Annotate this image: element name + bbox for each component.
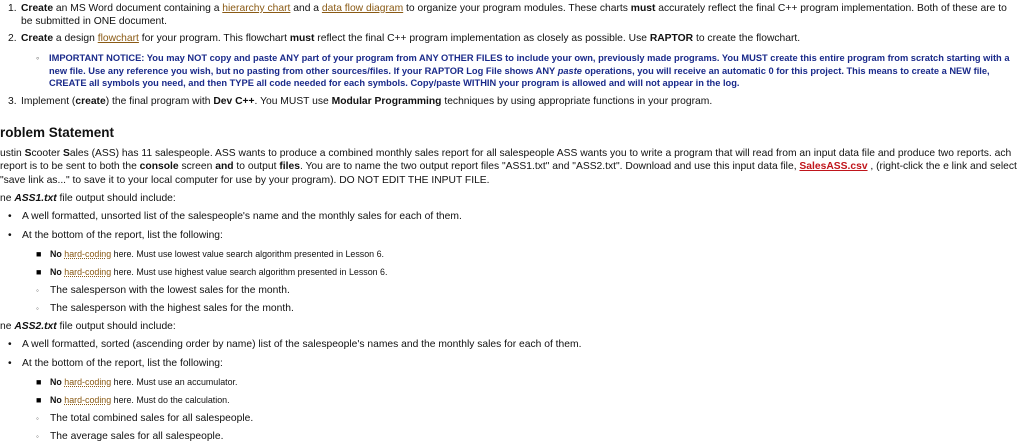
text: The salesperson with the lowest sales for the month.	[50, 285, 290, 296]
requirement-item-1	[8, 2, 1012, 28]
flowchart-link[interactable]: flowchart	[97, 33, 139, 44]
hierarchy-chart-link[interactable]: hierarchy chart	[222, 3, 291, 14]
square-bullet-icon: ■	[36, 377, 42, 387]
bold-text: Modular Programming	[331, 96, 442, 107]
ass1-sub-1	[36, 249, 384, 259]
circle-bullet-icon: ◦	[36, 53, 40, 63]
bullet-icon: •	[8, 358, 12, 369]
text: At the bottom of the report, list the following:	[22, 358, 223, 369]
square-bullet-icon: ■	[36, 249, 42, 259]
bold-text: RAPTOR	[649, 33, 694, 44]
circle-bullet-icon: ◦	[36, 304, 39, 313]
text: for your program. This flowchart	[138, 33, 290, 44]
text: file output should include:	[56, 193, 176, 204]
ass2-bullet-1	[8, 339, 581, 350]
ass2-bullet-2	[8, 358, 223, 369]
requirement-item-2	[8, 32, 1012, 45]
text: techniques by using appropriate functions in your program.	[441, 96, 713, 107]
bold-text: No	[50, 267, 65, 277]
item-number: 3.	[8, 96, 17, 107]
bullet-icon: •	[8, 339, 12, 350]
italic-text: paste	[557, 65, 582, 76]
ass1-bullet-2	[8, 230, 223, 241]
requirement-item-3	[8, 95, 1012, 108]
text: an MS Word document containing a	[53, 3, 223, 14]
text: ne	[0, 321, 15, 332]
circle-bullet-icon: ◦	[36, 414, 39, 423]
hard-coding-link[interactable]: hard-coding	[64, 377, 112, 387]
text: reflect the final C++ program implementation as closely as possible. Use	[314, 33, 650, 44]
ass2-sub-2	[36, 395, 230, 405]
hard-coding-link[interactable]: hard-coding	[64, 395, 112, 405]
ass1-sub-4	[36, 303, 294, 314]
text: ustin	[0, 148, 25, 159]
text: A well formatted, unsorted list of the salespeople's name and the monthly sales for each of them.	[22, 211, 462, 222]
text: ) the final program with	[105, 96, 214, 107]
ass2-sub-4	[36, 431, 223, 442]
hard-coding-link[interactable]: hard-coding	[64, 249, 112, 259]
circle-bullet-icon: ◦	[36, 286, 39, 295]
text: here. Must do the calculation.	[111, 395, 230, 405]
bullet-icon: •	[8, 211, 12, 222]
bold-text: must	[630, 3, 656, 14]
text: ne	[0, 193, 15, 204]
text: and a	[290, 3, 322, 14]
important-notice	[36, 52, 1016, 90]
text: At the bottom of the report, list the following:	[22, 230, 223, 241]
bold-text: Dev C++	[213, 96, 255, 107]
problem-statement-paragraph	[0, 147, 1018, 187]
ass1-bullet-1	[8, 211, 462, 222]
file-name: ASS1.txt	[14, 193, 57, 204]
notice-text: IMPORTANT NOTICE: You may NOT copy and paste ANY part of your program from ANY OTHER FILES to include your own, previously made programs. You MUST create this entire program from scratch starting with a new file. Use any reference you wish, but no pasting from other sources/files. If your RAPTOR Log File shows ANY	[49, 53, 1010, 76]
text: here. Must use lowest value search algorithm presented in Lesson 6.	[111, 249, 384, 259]
bold-text: files	[279, 161, 300, 173]
bold-text: No	[50, 377, 65, 387]
ass2-sub-1	[36, 377, 237, 387]
notice-text: operations, you will receive an automatic 0 for this project. This means to create a NEW file, CREATE all symbols you need, and then TYPE all code needed for each symbols. Copy/paste WITHIN your program is allowed and will not appear in the log.	[49, 65, 990, 88]
text: a design	[53, 33, 98, 44]
text: screen	[178, 161, 216, 173]
text: to create the flowchart.	[693, 33, 801, 44]
sales-csv-download-link[interactable]: SalesASS.csv	[799, 161, 868, 173]
text: The average sales for all salespeople.	[50, 431, 224, 442]
circle-bullet-icon: ◦	[36, 432, 39, 441]
bold-text: must	[289, 33, 315, 44]
ass1-intro	[0, 193, 176, 204]
ass2-sub-3	[36, 413, 253, 424]
section-heading: roblem Statement	[0, 125, 115, 140]
bold-text: S	[24, 148, 32, 159]
text: file output should include:	[56, 321, 176, 332]
text: Implement (	[21, 96, 76, 107]
square-bullet-icon: ■	[36, 395, 42, 405]
text: here. Must use an accumulator.	[111, 377, 238, 387]
text: to organize your program modules. These charts	[403, 3, 631, 14]
text: The total combined sales for all salespeople.	[50, 413, 254, 424]
square-bullet-icon: ■	[36, 267, 42, 277]
ass1-sub-2	[36, 267, 387, 277]
text: , (right-click the e link and select "save link as..." to save it to your local computer for use by your program). DO NOT EDIT THE INPUT FILE.	[0, 161, 1017, 186]
text: . You MUST use	[254, 96, 332, 107]
bold-text: and	[215, 161, 234, 173]
item-number: 2.	[8, 33, 17, 44]
bold-text: create	[75, 96, 106, 107]
bold-text: console	[139, 161, 179, 173]
data-flow-diagram-link[interactable]: data flow diagram	[321, 3, 404, 14]
hard-coding-link[interactable]: hard-coding	[64, 267, 112, 277]
bold-text: S	[62, 148, 70, 159]
ass1-sub-3	[36, 285, 290, 296]
bullet-icon: •	[8, 230, 12, 241]
text: ales (ASS) has 11 salespeople. ASS wants to produce a combined monthly sales report for all salespeople ASS wants you to write a program that will read from an input data file and produce two reports. ach report is to be sent to both the	[0, 148, 1012, 173]
bold-text: No	[50, 395, 65, 405]
text: The salesperson with the highest sales for the month.	[50, 303, 294, 314]
bold-text: Create	[21, 33, 54, 44]
text: A well formatted, sorted (ascending order by name) list of the salespeople's names and the monthly sales for each of them.	[22, 339, 582, 350]
text: cooter	[31, 148, 63, 159]
bold-text: No	[50, 249, 65, 259]
text: accurately reflect the final C++ program implementation. Both of these are to be submitted in ONE document.	[21, 3, 1007, 27]
item-number: 1.	[8, 3, 17, 14]
text: to output	[233, 161, 280, 173]
text: . You are to name the two output report files "ASS1.txt" and "ASS2.txt". Download and use this input data file,	[299, 161, 800, 173]
bold-text: Create	[21, 3, 54, 14]
text: here. Must use highest value search algorithm presented in Lesson 6.	[111, 267, 388, 277]
file-name: ASS2.txt	[14, 321, 57, 332]
ass2-intro	[0, 321, 176, 332]
